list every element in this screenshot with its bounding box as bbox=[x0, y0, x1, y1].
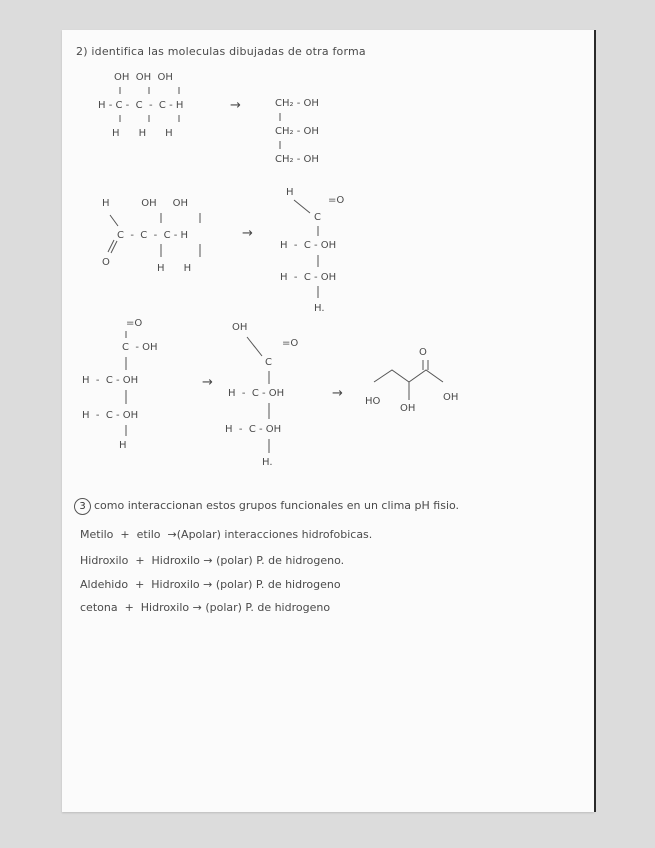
mol3-m-o: =O bbox=[282, 338, 299, 349]
mol3-m-oh: OH bbox=[232, 322, 248, 333]
q3-line-2: Hidroxilo + Hidroxilo → (polar) P. de hidrogeno. bbox=[80, 554, 345, 567]
mol2-arrow: → bbox=[242, 226, 253, 241]
mol1-r1: CH₂ - OH bbox=[275, 98, 319, 109]
mol3-l4: H bbox=[119, 440, 127, 451]
question-2-title: 2) identifica las moleculas dibujadas de otra forma bbox=[76, 45, 366, 58]
mol2-main-chain: C - C - C - H bbox=[117, 230, 189, 241]
mol3-arrow2: → bbox=[332, 386, 343, 401]
mol3-arrow1: → bbox=[202, 375, 213, 390]
skeletal-oh-right: OH bbox=[443, 392, 459, 403]
q3-line-1: Metilo + etilo →(Apolar) interacciones hidrofobicas. bbox=[80, 528, 373, 541]
mol2-r-h: H bbox=[286, 187, 294, 198]
mol3-l2: H - C - OH bbox=[82, 375, 139, 386]
mol2-bottom-h: H H bbox=[157, 263, 192, 274]
mol1-r3: CH₂ - OH bbox=[275, 154, 319, 165]
mol3-o1: =O bbox=[126, 318, 143, 329]
q3-line-4: cetona + Hidroxilo → (polar) P. de hidrogeno bbox=[80, 601, 331, 614]
mol3-m4: H. bbox=[262, 457, 273, 468]
mol1-main-chain: H - C - C - C - H bbox=[98, 100, 184, 111]
mol1-r2: CH₂ - OH bbox=[275, 126, 319, 137]
bond-lines bbox=[62, 30, 594, 812]
mol3-m-c: C bbox=[265, 357, 272, 368]
question-3-number: 3 bbox=[79, 501, 86, 512]
mol2-o: O bbox=[102, 257, 110, 268]
mol2-r-c: C bbox=[314, 212, 321, 223]
mol2-top: H OH OH bbox=[102, 198, 188, 209]
skeletal-oh-bottom: OH bbox=[400, 403, 416, 414]
mol2-r-o: =O bbox=[328, 195, 345, 206]
mol2-r3: H - C - OH bbox=[280, 272, 337, 283]
mol3-c1: C - OH bbox=[122, 342, 158, 353]
q3-line-3: Aldehido + Hidroxilo → (polar) P. de hidrogeno bbox=[80, 578, 341, 591]
question-3-title: como interaccionan estos grupos funcionales en un clima pH fisio. bbox=[94, 499, 460, 512]
mol1-top-oh: OH OH OH bbox=[114, 72, 173, 83]
skeletal-o: O bbox=[419, 347, 427, 358]
mol1-arrow: → bbox=[230, 98, 241, 113]
mol3-m2: H - C - OH bbox=[228, 388, 285, 399]
mol1-bottom-h: H H H bbox=[112, 128, 173, 139]
mol3-m3: H - C - OH bbox=[225, 424, 282, 435]
mol3-l3: H - C - OH bbox=[82, 410, 139, 421]
mol2-r4: H. bbox=[314, 303, 325, 314]
skeletal-ho: HO bbox=[365, 396, 381, 407]
question-3-number-circle bbox=[74, 498, 91, 515]
mol2-r2: H - C - OH bbox=[280, 240, 337, 251]
paper-sheet bbox=[62, 30, 594, 812]
